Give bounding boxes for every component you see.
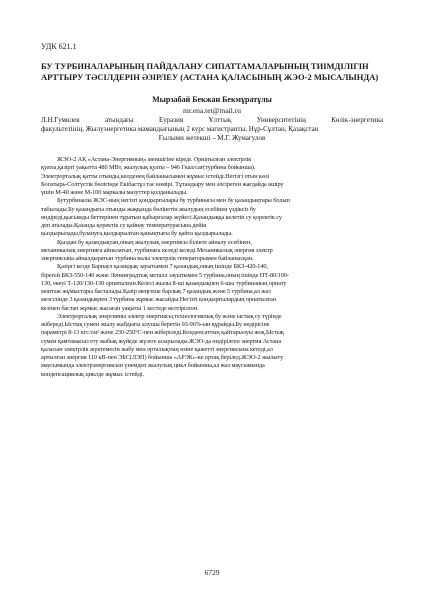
affiliation-line: Л.Н.Гумилев атындағы Еуразия Ұлттық Университетінің Көлік-энергетика: [41, 116, 383, 124]
body-line: табылады.Бу қазандығы отынды жаққанда бөлінетін жылудың есебінен үздіксіз бу: [41, 205, 256, 213]
affiliation-line: факультетінің, Жылуэнергетика мамандығының 2 курс магистранты, Нұр-Сұлтан, Қазақстан: [41, 125, 319, 133]
body-line: кезінен бастап жұмыс жасаған уақыты 1 кестеде келтірілген.: [41, 304, 199, 312]
udc-code: УДК 621.1: [41, 42, 77, 51]
paragraph-first-line: ЖЭО-2 АҚ «Астана-Энергияның» меншігіне кіреді. Орнатылған электрлік: [57, 156, 252, 163]
body-line: үшін М-40 және М-100 маркалы мазуттер қолданылады.: [41, 189, 188, 196]
body-line: деп аталады.Қазанда қоректік су қайнау температурасына дейін: [41, 222, 207, 229]
title-line: АРТТЫРУ ТӘСІЛДЕРІН ӘЗІРЛЕУ (АСТАНА ҚАЛАСЫНЫҢ ЖЭО-2 МЫСАЛЫНДА): [41, 71, 379, 82]
body-line: қуаты,қазіргі уақытта 480 МВт, жылулық қуаты – 946 Гкал/сағ(турбина бойынша).: [41, 164, 256, 172]
author-email: mr.ena.tet@mail.ru: [183, 106, 241, 115]
paragraph-first-line: Бутурбиналы ЖЭС-ның негізгі қондырғылары бу турбинасы мен бу қазандықтары болып: [57, 197, 290, 205]
supervisor-line: Ғылыми жетекші – М.Г. Жумагулов: [158, 134, 266, 142]
body-line: қыздырылады,булануға,қыздырылған қанықтығы бу қайта қыздырылады.: [41, 230, 233, 238]
body-line: қаласын электрлік жүктемесін жабу мен орталықтың өзіне қажетті энергиясына кетеді,ал: [41, 345, 273, 353]
body-line: бірегей БКЗ-550-140 және Ленинградтық металл зауытымен 5 турбина,оның ішінде ПТ-80/100-: [41, 271, 289, 279]
body-line: Богатырь-Солтүстік бөлігінде Екібастұз тас көмірі. Тұтандыру мен әлсіреген жағдайда өшіру: [41, 180, 284, 188]
body-line: монтаж жұмыстары басталады.Қазір меңгеше барлық 7 қазандық және 5 турбина,ал жаз: [41, 288, 271, 295]
body-line: сумен қамтамасыз ету жабық жүйеде жүзеге асырылады.ЖЭО-да өндірілген энергия Астана: [41, 337, 282, 345]
body-line: өндіреді,қысымды беттерінен тұратын қабырғалар жүйесі.Қазандыққа келетін су қоректік су: [41, 213, 282, 221]
paragraph-first-line: Қыздан бу қазандықтан,оның жылулық энергиясы білікте айналу есебінен,: [57, 238, 252, 246]
paragraph-first-line: Қазіргі кезде Барнаул қазандық зауытымен 7 қазандық,оның ішінде БКЗ-420-140,: [57, 263, 268, 271]
body-line: механикалық энергияға айналатын, турбинаға келеді келеді.Механикалық энергия электр: [41, 246, 273, 254]
affiliation-block: [41, 116, 383, 143]
page-number: 6729: [204, 568, 220, 577]
body-line: энергиясына айналдыратын турбина валы электрлік генераторымен байланысқан.: [41, 255, 254, 262]
paragraph-first-line: Электрорталық энергияны электр энергиясы,технологиялық бу және ыстық су түрінде: [57, 312, 282, 320]
body-line: Электрорталық қатты отынды,көлденең байланысымен жұмыс істейді.Негізгі отын көзі: [41, 172, 269, 180]
body-line: параметрі 8-13 кгс/см² және 230-250°C-пен жіберіледі.Конденсаттың қайтарылуы жоқ.Ыстық: [41, 329, 284, 337]
body-line: мезгілінде 3 қазандықпен 3 турбина жұмыс жасайды.Негізгі қондырғылардың орнатылған: [41, 296, 277, 304]
body-line: жібереді.Ыстық сумен жылу жабдығы алушы беретін 93-96%-ын құрайды.Бу өндірісіне: [41, 321, 270, 328]
article-title: [41, 61, 383, 82]
author-name: Мырзабай Бекжан Бекмұратұлы: [152, 95, 272, 104]
body-line: артылған энергия 110 кВ-пен ЭБС(ЛЭП) бойынша «АРЭК»-ке ортақ берілед.ЖЭО-2 жылыту: [41, 354, 284, 361]
body-line: конденсациялық циклде жұмыс істейді.: [41, 370, 144, 378]
article-body: [41, 156, 383, 379]
body-line: маусымында электрэнергиясын үнемдеп жылулық цикл бойынша,ал жаз маусымында: [41, 362, 265, 370]
body-line: 130, екеуі Т-120/130-130 орнатылған.Келесі жылы 8-ші қазандықпен 6-шы турбинаның орнату: [41, 279, 287, 287]
title-line: БУ ТУРБИНАЛАРЫНЫҢ ПАЙДАЛАНУ СИПАТТАМАЛАРЫНЫҢ ТИІМДІЛІГІН: [41, 61, 369, 71]
